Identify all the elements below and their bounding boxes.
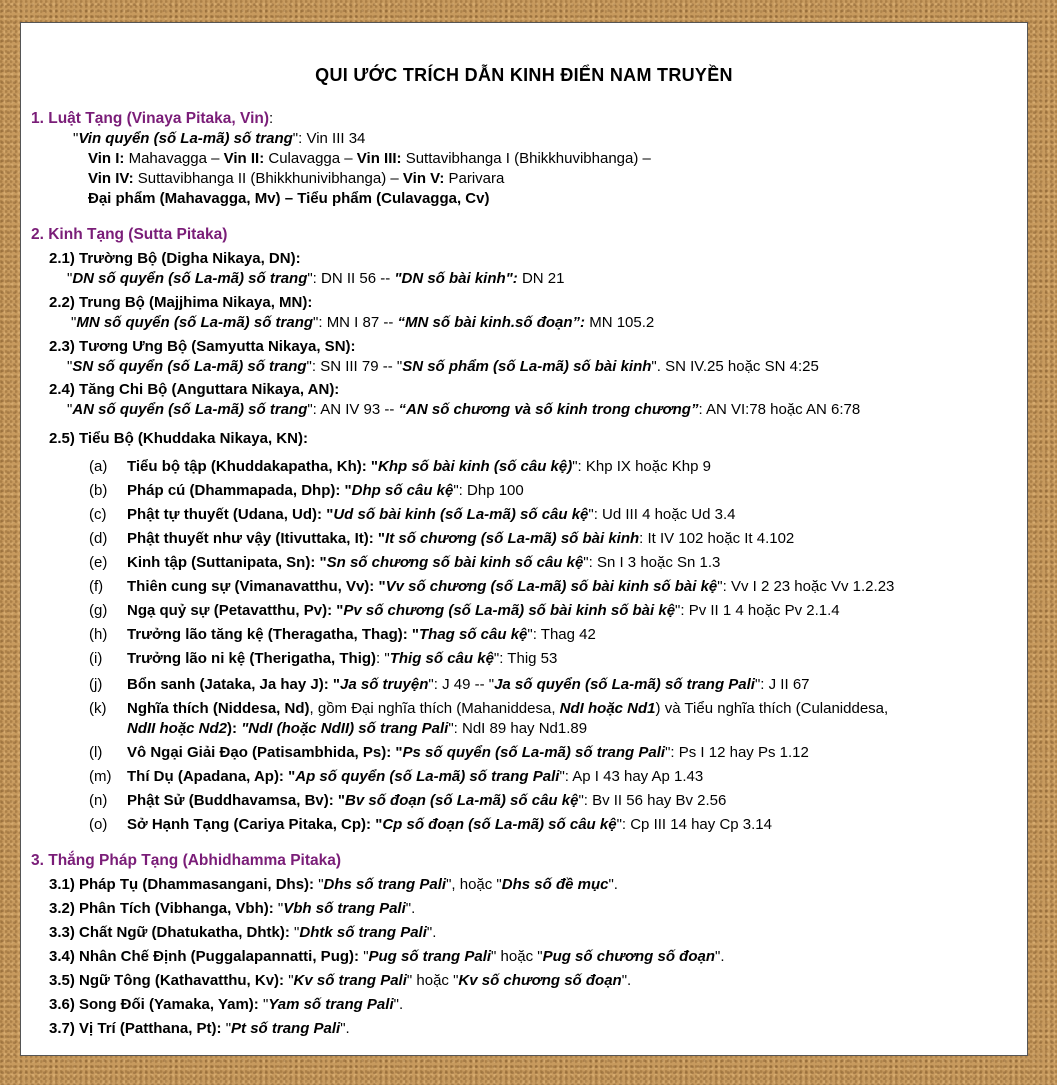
sutta-dn-format: "DN số quyển (số La-mã) số trang": DN II 56 -- "DN số bài kinh": DN 21 <box>67 270 565 287</box>
list-item: 3.1) Pháp Tụ (Dhammasangani, Dhs): "Dhs số trang Pali", hoặc "Dhs số đề mục". <box>49 876 618 893</box>
list-item-continuation: NdII hoặc Nd2): "NdI (hoặc NdII) số trang Pali": NdI 89 hay Nd1.89 <box>127 720 588 737</box>
sutta-mn-format: "MN số quyển (số La-mã) số trang": MN I 87 -- “MN số bài kinh.số đoạn”: MN 105.2 <box>71 314 655 331</box>
list-item: (i) Trưởng lão ni kệ (Therigatha, Thig): "Thig số câu kệ": Thig 53 <box>89 650 558 667</box>
list-item: 3.4) Nhân Chế Định (Puggalapannatti, Pug): "Pug số trang Pali" hoặc "Pug số chương số đoạn". <box>49 948 725 965</box>
list-item: (a) Tiểu bộ tập (Khuddakapatha, Kh): "Khp số bài kinh (số câu kệ)": Khp IX hoặc Khp 9 <box>89 458 711 475</box>
list-item: (g) Ngạ quỷ sự (Petavatthu, Pv): "Pv số chương (số La-mã) số bài kinh số bài kệ": Pv II 1 4 hoặc Pv 2.1.4 <box>89 602 840 619</box>
list-item: (n) Phật Sử (Buddhavamsa, Bv): "Bv số đoạn (số La-mã) số câu kệ": Bv II 56 hay Bv 2.56 <box>89 792 727 809</box>
list-item: 3.7) Vị Trí (Patthana, Pt): "Pt số trang Pali". <box>49 1020 350 1037</box>
list-item: 3.6) Song Đối (Yamaka, Yam): "Yam số trang Pali". <box>49 996 404 1013</box>
sutta-sn-heading: 2.3) Tương Ưng Bộ (Samyutta Nikaya, SN): <box>49 338 356 355</box>
list-item: (b) Pháp cú (Dhammapada, Dhp): "Dhp số câu kệ": Dhp 100 <box>89 482 524 499</box>
section-vinaya: 1. Luật Tạng (Vinaya Pitaka, Vin): <box>31 110 274 127</box>
list-item: 3.5) Ngữ Tông (Kathavatthu, Kv): "Kv số trang Pali" hoặc "Kv số chương số đoạn". <box>49 972 632 989</box>
page-title: QUI ƯỚC TRÍCH DẪN KINH ĐIỂN NAM TRUYỀN <box>315 65 733 85</box>
list-item: (c) Phật tự thuyết (Udana, Ud): "Ud số bài kinh (số La-mã) số câu kệ": Ud III 4 hoặc Ud 3.4 <box>89 506 736 523</box>
list-item: (k) Nghĩa thích (Niddesa, Nd), gồm Đại nghĩa thích (Mahaniddesa, NdI hoặc Nd1) và Tiểu nghĩa thích (Culaniddesa, <box>89 700 889 717</box>
list-item: (m) Thí Dụ (Apadana, Ap): "Ap số quyển (số La-mã) số trang Pali": Ap I 43 hay Ap 1.43 <box>89 768 704 785</box>
list-item: 3.2) Phân Tích (Vibhanga, Vbh): "Vbh số trang Pali". <box>49 900 416 917</box>
vinaya-format: "Vin quyển (số La-mã) số trang": Vin III 34 <box>73 130 366 147</box>
sutta-mn-heading: 2.2) Trung Bộ (Majjhima Nikaya, MN): <box>49 294 313 311</box>
sutta-an-format: "AN số quyển (số La-mã) số trang": AN IV 93 -- “AN số chương và số kinh trong chương”: AN VI:78 hoặc AN 6:78 <box>67 401 861 418</box>
list-item: (d) Phật thuyết như vậy (Itivuttaka, It): "It số chương (số La-mã) số bài kinh: It IV 102 hoặc It 4.102 <box>89 530 795 547</box>
sutta-kn-heading: 2.5) Tiểu Bộ (Khuddaka Nikaya, KN): <box>49 430 308 447</box>
list-item: (f) Thiên cung sự (Vimanavatthu, Vv): "Vv số chương (số La-mã) số bài kinh số bài kệ": Vv I 2 23 hoặc Vv 1.2.23 <box>89 578 895 595</box>
vinaya-line-2: Vin IV: Suttavibhanga II (Bhikkhunivibhanga) – Vin V: Parivara <box>88 170 505 187</box>
sutta-sn-format: "SN số quyển (số La-mã) số trang": SN III 79 -- "SN số phẩm (số La-mã) số bài kinh". SN IV.25 hoặc SN 4:25 <box>67 358 819 375</box>
section-sutta: 2. Kinh Tạng (Sutta Pitaka) <box>31 226 228 243</box>
sutta-an-heading: 2.4) Tăng Chi Bộ (Anguttara Nikaya, AN): <box>49 381 340 398</box>
list-item: (o) Sở Hạnh Tạng (Cariya Pitaka, Cp): "Cp số đoạn (số La-mã) số câu kệ": Cp III 14 hay Cp 3.14 <box>89 816 772 833</box>
list-item: (e) Kinh tập (Suttanipata, Sn): "Sn số chương số bài kinh số câu kệ": Sn I 3 hoặc Sn 1.3 <box>89 554 721 571</box>
list-item: 3.3) Chất Ngữ (Dhatukatha, Dhtk): "Dhtk số trang Pali". <box>49 924 437 941</box>
list-item: (l) Vô Ngại Giải Đạo (Patisambhida, Ps): "Ps số quyển (số La-mã) số trang Pali": Ps I 12 hay Ps 1.12 <box>89 744 809 761</box>
vinaya-line-3: Đại phẩm (Mahavagga, Mv) – Tiểu phẩm (Culavagga, Cv) <box>88 190 490 207</box>
section-abhidhamma: 3. Thắng Pháp Tạng (Abhidhamma Pitaka) <box>31 852 342 869</box>
section-heading: 1. Luật Tạng (Vinaya Pitaka, Vin) <box>31 110 270 127</box>
list-item: (j) Bổn sanh (Jataka, Ja hay J): "Ja số truyện": J 49 -- "Ja số quyển (số La-mã) số trang Pali": J II 67 <box>89 676 810 693</box>
document-page <box>20 22 1028 1056</box>
vinaya-line-1: Vin I: Mahavagga – Vin II: Culavagga – Vin III: Suttavibhanga I (Bhikkhuvibhanga) – <box>88 150 651 167</box>
list-item: (h) Trưởng lão tăng kệ (Theragatha, Thag): "Thag số câu kệ": Thag 42 <box>89 626 596 643</box>
sutta-dn-heading: 2.1) Trường Bộ (Digha Nikaya, DN): <box>49 250 301 267</box>
